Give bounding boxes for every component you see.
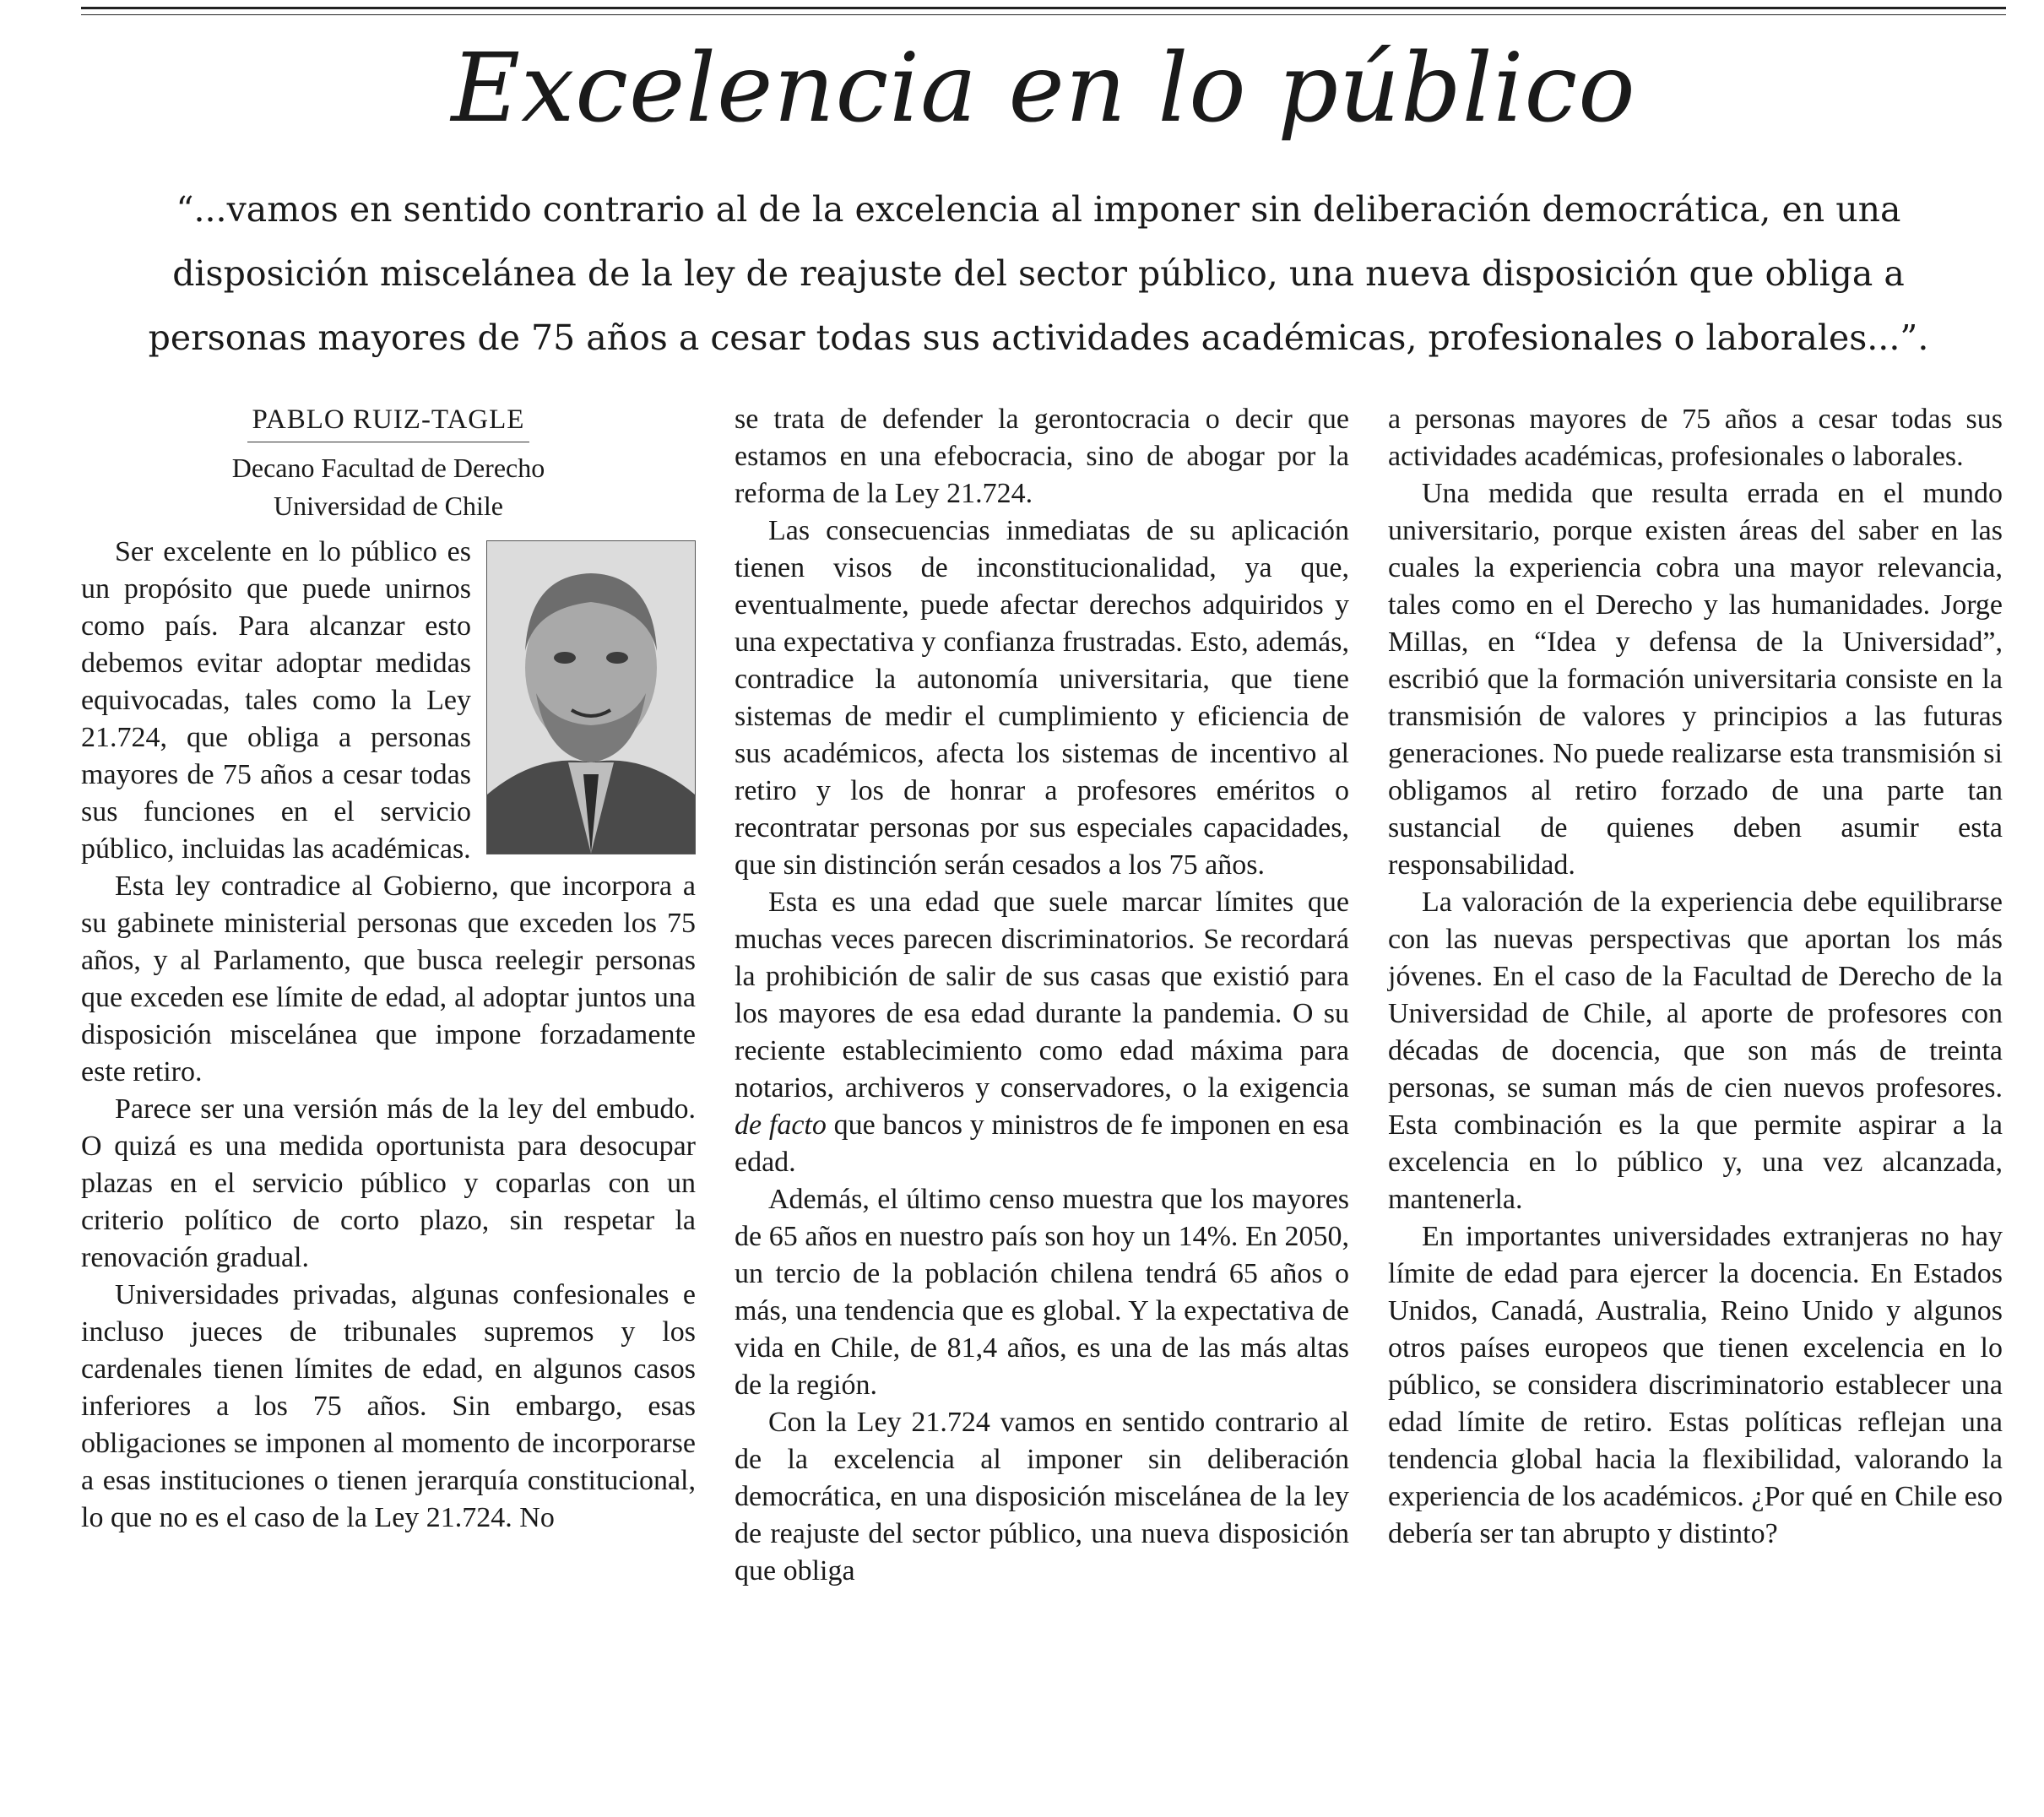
paragraph-6: Esta es una edad que suele marcar límites que muchas veces parecen discriminatorios. Se recordará la prohibición de salir de sus casas que existió para los mayores de esa edad durante la pandemia. O su reciente establecimiento como edad máxima para notarios, archiveros y conservadores, o la exigencia de facto que bancos y ministros de fe imponen en esa edad. — [735, 887, 1349, 1178]
author-portrait-photo — [486, 540, 696, 854]
paragraph-10: La valoración de la experiencia debe equilibrarse con las nuevas perspectivas que aportan los más jóvenes. En el caso de la Facultad de Derecho de la Universidad de Chile, al aporte de profesores con décadas de docencia, que son más de treinta personas, se suman más de cien nuevos profesores. Esta combinación es la que permite aspirar a la excelencia en lo público y, una vez alcanzada, mantenerla. — [1388, 887, 2003, 1215]
paragraph-11: En importantes universidades extranjeras no hay límite de edad para ejercer la docencia. En Estados Unidos, Canadá, Australia, Reino Unido y algunos otros países europeos que tienen excelencia en lo público, se considera discriminatorio establecer una edad límite de retiro. Estas políticas reflejan una tendencia global hacia la flexibilidad, valorando la experiencia de los académicos. ¿Por qué en Chile eso debería ser tan abrupto y distinto? — [1388, 1221, 2003, 1549]
column-2 — [735, 401, 1349, 1590]
paragraph-8-continued: a personas mayores de 75 años a cesar todas sus actividades académicas, profesionales o laborales. — [1388, 404, 2003, 472]
paragraph-3: Parece ser una versión más de la ley del embudo. O quizá es una medida oportunista para desocupar plazas en el servicio público y coparlas con un criterio político de corto plazo, sin respetar la renovación gradual. — [81, 1093, 696, 1273]
paragraph-4: Universidades privadas, algunas confesionales e incluso jueces de tribunales supremos y los cardenales tienen límites de edad, en algunos casos inferiores a los 75 años. Sin embargo, esas obligaciones se imponen al momento de incorporarse a esas instituciones o tienen jerarquía constitucional, lo que no es el caso de la Ley 21.724. No — [81, 1279, 696, 1533]
pull-quote-deck: “...vamos en sentido contrario al de la excelencia al imponer sin deliberación democrática, en una disposición miscelánea de la ley de reajuste del sector público, una nueva disposición que obliga a personas mayores de 75 años a cesar todas sus actividades académicas, profesionales o laborales...”. — [148, 189, 1929, 358]
paragraph-5: Las consecuencias inmediatas de su aplicación tienen visos de inconstitucionalidad, ya que, eventualmente, puede afectar derechos adquiridos y una expectativa y confianza frustradas. Esto, además, contradice la autonomía universitaria, que tiene sistemas de medir el cumplimiento y eficiencia de sus académicos, afecta los sistemas de incentivo al retiro y los de honrar a profesores eméritos o recontratar personas por sus especiales capacidades, que sin distinción serán cesados a los 75 años. — [735, 515, 1349, 881]
headline: Excelencia en lo público — [451, 34, 1636, 144]
top-rule-thick — [81, 7, 2006, 9]
portrait-illustration — [487, 541, 695, 854]
italic-de-facto: de facto — [735, 1109, 827, 1141]
top-rule-thin — [81, 14, 2006, 15]
author-name: PABLO RUIZ-TAGLE — [247, 401, 530, 442]
author-affiliation-line2: Universidad de Chile — [274, 491, 503, 521]
paragraph-7: Además, el último censo muestra que los mayores de 65 años en nuestro país son hoy un 14%. En 2050, un tercio de la población chilena tendrá 65 años o más, una tendencia que es global. Y la expectativa de vida en Chile, de 81,4 años, es una de las más altas de la región. — [735, 1184, 1349, 1401]
paragraph-8: Con la Ley 21.724 vamos en sentido contrario al de la excelencia al imponer sin deliberación democrática, en una disposición miscelánea de la ley de reajuste del sector público, una nueva disposición que obliga — [735, 1407, 1349, 1586]
paragraph-9: Una medida que resulta errada en el mundo universitario, porque existen áreas del saber en las cuales la experiencia cobra una mayor relevancia, tales como en el Derecho y las humanidades. Jorge Millas, en “Idea y defensa de la Universidad”, escribió que la formación universitaria consiste en la transmisión de valores y principios a las futuras generaciones. No puede realizarse esta transmisión si obligamos al retiro forzado de una parte tan sustancial de quienes deben asumir esta responsabilidad. — [1388, 478, 2003, 881]
paragraph-4-continued: se trata de defender la gerontocracia o decir que estamos en una efebocracia, sino de abogar por la reforma de la Ley 21.724. — [735, 404, 1349, 509]
byline — [81, 401, 696, 525]
paragraph-2: Esta ley contradice al Gobierno, que incorpora a su gabinete ministerial personas que exceden los 75 años, y al Parlamento, que busca reelegir personas que exceden ese límite de edad, al adoptar juntos una disposición miscelánea que impone forzadamente este retiro. — [81, 871, 696, 1087]
paragraph-1: Ser excelente en lo público es un propósito que puede unirnos como país. Para alcanzar esto debemos evitar adoptar medidas equivocadas, tales como la Ley 21.724, que obliga a personas mayores de 75 años a cesar todas sus funciones en el servicio público, incluidas las académicas. — [81, 534, 696, 868]
column-3 — [1388, 401, 2003, 1553]
author-affiliation-line1: Decano Facultad de Derecho — [231, 453, 545, 483]
column-1 — [81, 401, 696, 1537]
